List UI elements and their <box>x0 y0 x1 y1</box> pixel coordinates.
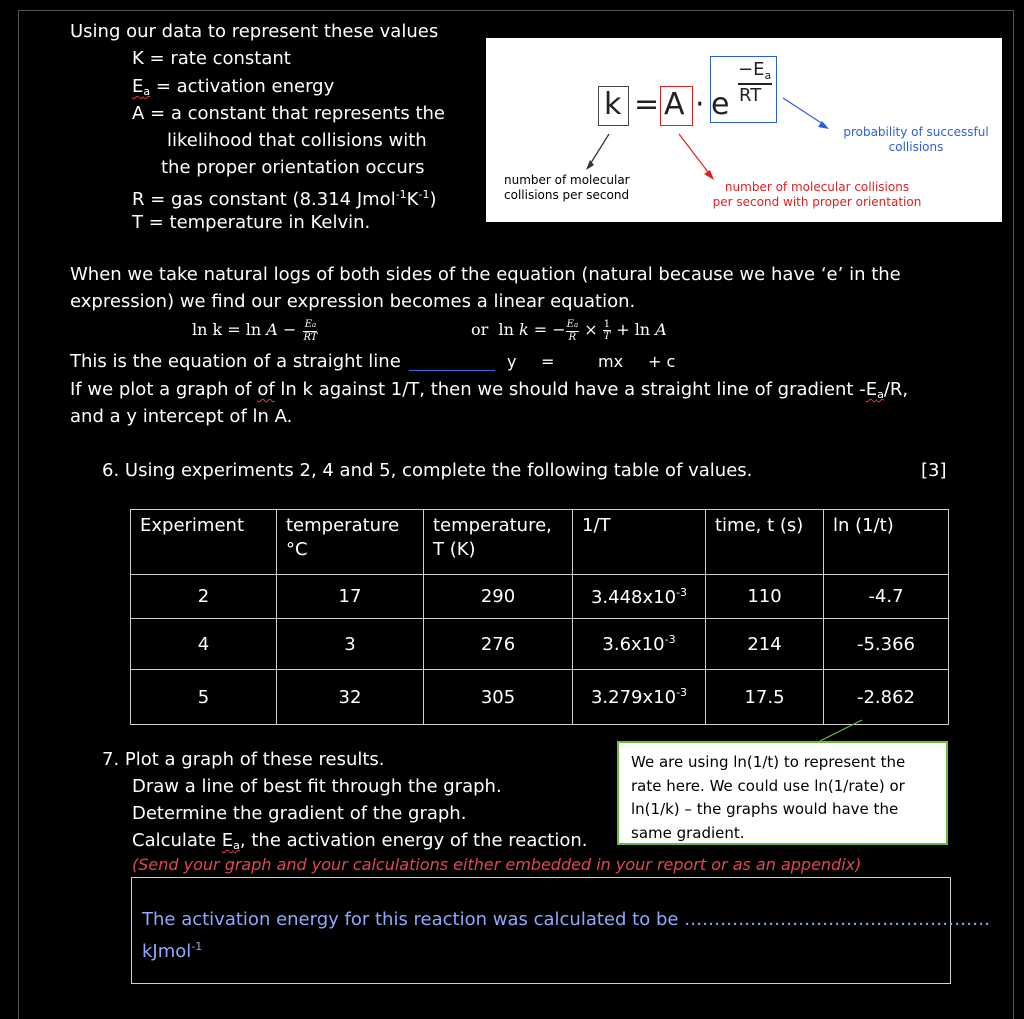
eq-equals-sign: = <box>541 352 555 371</box>
formula-1: ln k = ln A − $\frac{Ea}{RT}$ <box>192 318 318 343</box>
header-experiment: Experiment <box>131 510 277 575</box>
eq-A: A <box>664 87 685 122</box>
cell-time[interactable]: 110 <box>706 575 824 619</box>
straight-line-text: This is the equation of a straight line <box>70 351 401 372</box>
label-probability: probability of successful collisions <box>843 125 989 154</box>
question-7-line-3: Determine the gradient of the graph. <box>132 803 467 824</box>
answer-box[interactable] <box>131 877 991 984</box>
question-7-line-4: Calculate $E_a$, the activation energy of the reaction. <box>132 830 588 852</box>
eq-e: e <box>711 87 730 122</box>
table-row <box>131 670 949 725</box>
eq-mx: mx <box>598 352 624 371</box>
log-explanation-1: When we take natural logs of both sides of the equation (natural because we have ‘e’ in the <box>70 264 901 285</box>
cell-inverse-t[interactable]: $3.448x10^{-3}$ <box>573 575 706 619</box>
cell-time[interactable]: 214 <box>706 619 824 670</box>
intercept-explanation: and a y intercept of ln A. <box>70 406 293 427</box>
formula-2: or ln k = − $\frac{Ea}{R}$ × $\frac{1}{T}$ + ln A <box>471 318 667 343</box>
cell-experiment[interactable]: 5 <box>131 670 277 725</box>
label-orientation: number of molecular collisions per second with proper orientation <box>712 180 922 209</box>
submission-note: (Send your graph and your calculations either embedded in your report or as an appendix) <box>132 855 862 874</box>
eq-y: y <box>507 352 517 371</box>
intro-heading: Using our data to represent these values <box>70 21 439 42</box>
header-temperature-c: temperature °C <box>277 510 424 575</box>
cell-temp-k[interactable]: 305 <box>424 670 573 725</box>
eq-equals: = <box>634 87 660 122</box>
eq-exp-numerator: $-E_a$ <box>738 59 772 82</box>
question-7-line-2: Draw a line of best fit through the graph. <box>132 776 502 797</box>
arrow-collisions-line <box>589 134 609 166</box>
log-explanation-2: expression) we find our expression becomes a linear equation. <box>70 291 636 312</box>
cell-ln[interactable]: -2.862 <box>824 670 949 725</box>
header-time: time, t (s) <box>706 510 824 575</box>
question-7-line-1: 7. Plot a graph of these results. <box>102 749 385 770</box>
page-frame-right <box>1013 10 1014 1019</box>
a-definition-3: the proper orientation occurs <box>161 157 425 178</box>
answer-line-2: kJmol$^{-1}$ <box>142 940 203 962</box>
cell-temp-k[interactable]: 290 <box>424 575 573 619</box>
cell-temp-k[interactable]: 276 <box>424 619 573 670</box>
plot-explanation: If we plot a graph of of ln k against 1/T, then we should have a straight line of gradient $-E_a/R$, <box>70 379 909 401</box>
header-ln-inverse-t: ln (1/t) <box>824 510 949 575</box>
r-definition: R = gas constant (8.314 $Jmol^{-1}K^{-1}$) <box>132 188 437 210</box>
cell-time[interactable]: 17.5 <box>706 670 824 725</box>
answer-line-1: The activation energy for this reaction was calculated to be …………………………………………… <box>142 909 991 930</box>
arrow-probability-line <box>783 98 826 126</box>
cell-ln[interactable]: -5.366 <box>824 619 949 670</box>
page-frame-top <box>18 10 1014 11</box>
header-inverse-t: 1/T <box>573 510 706 575</box>
a-definition-2: likelihood that collisions with <box>167 130 427 151</box>
header-temperature-k: temperature, T (K) <box>424 510 573 575</box>
table-header-row <box>131 510 949 575</box>
a-definition-1: A = a constant that represents the <box>132 103 445 124</box>
question-6: 6. Using experiments 2, 4 and 5, complete the following table of values. <box>102 460 753 481</box>
page-frame-left <box>18 10 19 1019</box>
arrow-collisions-head <box>586 160 594 170</box>
arrow-orientation-line <box>679 134 711 176</box>
cell-inverse-t[interactable]: $3.279x10^{-3}$ <box>573 670 706 725</box>
t-definition: T = temperature in Kelvin. <box>132 212 371 233</box>
k-definition: K = rate constant <box>132 48 291 69</box>
eq-exp-denominator: RT <box>739 85 762 106</box>
results-table <box>130 509 949 725</box>
eq-plus-c: + c <box>648 352 676 371</box>
cell-ln[interactable]: -4.7 <box>824 575 949 619</box>
table-row <box>131 575 949 619</box>
label-collisions-per-second: number of molecular collisions per second <box>504 173 630 202</box>
cell-temp-c[interactable]: 3 <box>277 619 424 670</box>
cell-temp-c[interactable]: 32 <box>277 670 424 725</box>
cell-experiment[interactable]: 2 <box>131 575 277 619</box>
arrhenius-equation-image <box>486 38 1002 222</box>
table-row <box>131 619 949 670</box>
arrow-orientation-head <box>704 170 714 180</box>
cell-temp-c[interactable]: 17 <box>277 575 424 619</box>
rate-explanation-callout: We are using ln(1/t) to represent the rate here. We could use ln(1/rate) or ln(1/k) – the graphs would have the same gradient. <box>617 741 948 845</box>
eq-dot: · <box>695 87 705 122</box>
cell-inverse-t[interactable]: $3.6x10^{-3}$ <box>573 619 706 670</box>
question-6-marks: [3] <box>921 460 947 481</box>
cell-experiment[interactable]: 4 <box>131 619 277 670</box>
straight-line-underline <box>409 370 495 371</box>
ea-definition: $E_a$ = activation energy <box>132 76 335 98</box>
eq-k: k <box>604 87 622 122</box>
